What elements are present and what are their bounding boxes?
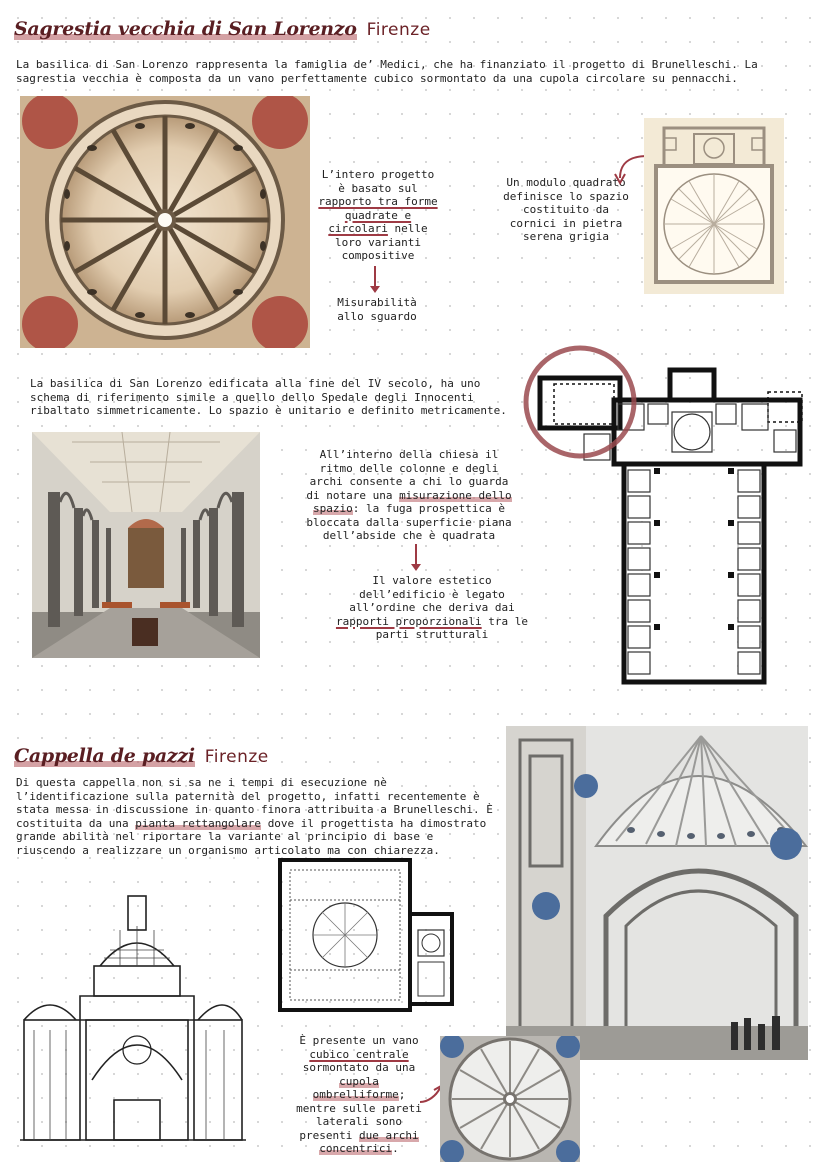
section1-city: Firenze <box>366 20 431 40</box>
section3-intro-text-a: Di questa cappella non si sa ne i tempi di esecuzione nè l’identificazione sulla paternità del progetto, infatti recentemente è stata messa in discussione in quanto finora attribuita a Brunelleschi. È costituita da una <box>16 776 493 830</box>
section3-note-text-a: È presente un vano <box>299 1034 419 1047</box>
section1-note1-text-b: nelle loro varianti compositive <box>334 222 428 262</box>
section2-note2 <box>334 574 530 642</box>
section2-note2-text-b: tra le parti strutturali <box>375 614 529 641</box>
section2-note1-text-b: : la fuga prospettica è bloccata dalla superficie piana dell’abside che è quadrata <box>306 502 512 542</box>
section1-note2: Misurabilità allo sguardo <box>337 296 417 323</box>
section3-note-highlight-1: cubico centrale <box>309 1047 409 1061</box>
section1-note1 <box>318 168 438 263</box>
chapel-interior-photo <box>506 726 808 1060</box>
dome-photo <box>20 96 310 348</box>
section3-intro-text-b: dove il progettista ha dimostrato grande abilità nel riportare la variante al principio di base e riuscendo a realizzare un organismo articolato ma con chiarezza. <box>16 816 487 857</box>
section3-note-highlight-2: cupola ombrelliforme <box>312 1074 399 1101</box>
section3-city: Firenze <box>204 747 269 767</box>
arrow-down-icon-2 <box>411 564 421 571</box>
section1-intro: La basilica di San Lorenzo rappresenta la famiglia de’ Medici, che ha finanziato il progetto di Brunelleschi. La sagrestia vecchia è composta da un vano perfettamente cubico sormontato da una cupola circolare su pennacchi. <box>16 58 758 85</box>
section3-title <box>14 745 269 767</box>
section1-note1-text-a: L’intero progetto è basato sul <box>321 168 435 195</box>
section2-note1 <box>306 448 512 543</box>
section3-note-text-b: sormontato da una <box>302 1061 416 1074</box>
section1-note3: Un modulo quadrato definisce lo spazio costituito da cornici in pietra serena grigia <box>503 176 629 243</box>
section2-note2-highlight: rapporti proporzionali <box>335 614 482 628</box>
section3-note-text-d: . <box>392 1142 399 1155</box>
section1-note1-highlight: rapporto tra forme quadrate e circolari <box>318 195 438 235</box>
chapel-section-drawing <box>20 890 246 1146</box>
arrow-down-icon <box>370 286 380 293</box>
section3-title-text: Cappella de pazzi <box>14 745 195 767</box>
section2-note2-text-a: Il valore estetico dell’edificio è legato all’ordine che deriva dai <box>349 574 515 614</box>
nave-photo <box>32 432 260 658</box>
basilica-plan <box>520 340 810 685</box>
section1-title <box>14 18 431 40</box>
sacristy-plan <box>644 118 784 294</box>
section2-intro: La basilica di San Lorenzo edificata alla fine del IV secolo, ha uno schema di riferimento simile a quello dello Spedale degli Innocenti ribaltato simmetricamente. Lo spazio è unitario e definito metricamente. <box>30 377 507 417</box>
section3-note-highlight-3: due archi concentrici <box>319 1128 419 1155</box>
arrow-left-curve-icon <box>592 150 652 190</box>
section2-note1-highlight: misurazione dello spazio <box>312 488 512 515</box>
section3-intro <box>16 776 494 857</box>
chapel-plan <box>270 856 460 1016</box>
section3-note-text-c: ; mentre sulle pareti laterali sono presenti <box>296 1088 422 1142</box>
section3-intro-highlight: pianta rettangolare <box>135 816 262 830</box>
section1-title-text: Sagrestia vecchia di San Lorenzo <box>14 18 357 40</box>
section3-note <box>296 1034 422 1156</box>
chapel-dome-photo <box>440 1036 580 1162</box>
section2-note1-text-a: All’interno della chiesa il ritmo delle colonne e degli archi consente a chi lo guarda di notare una <box>306 448 509 502</box>
